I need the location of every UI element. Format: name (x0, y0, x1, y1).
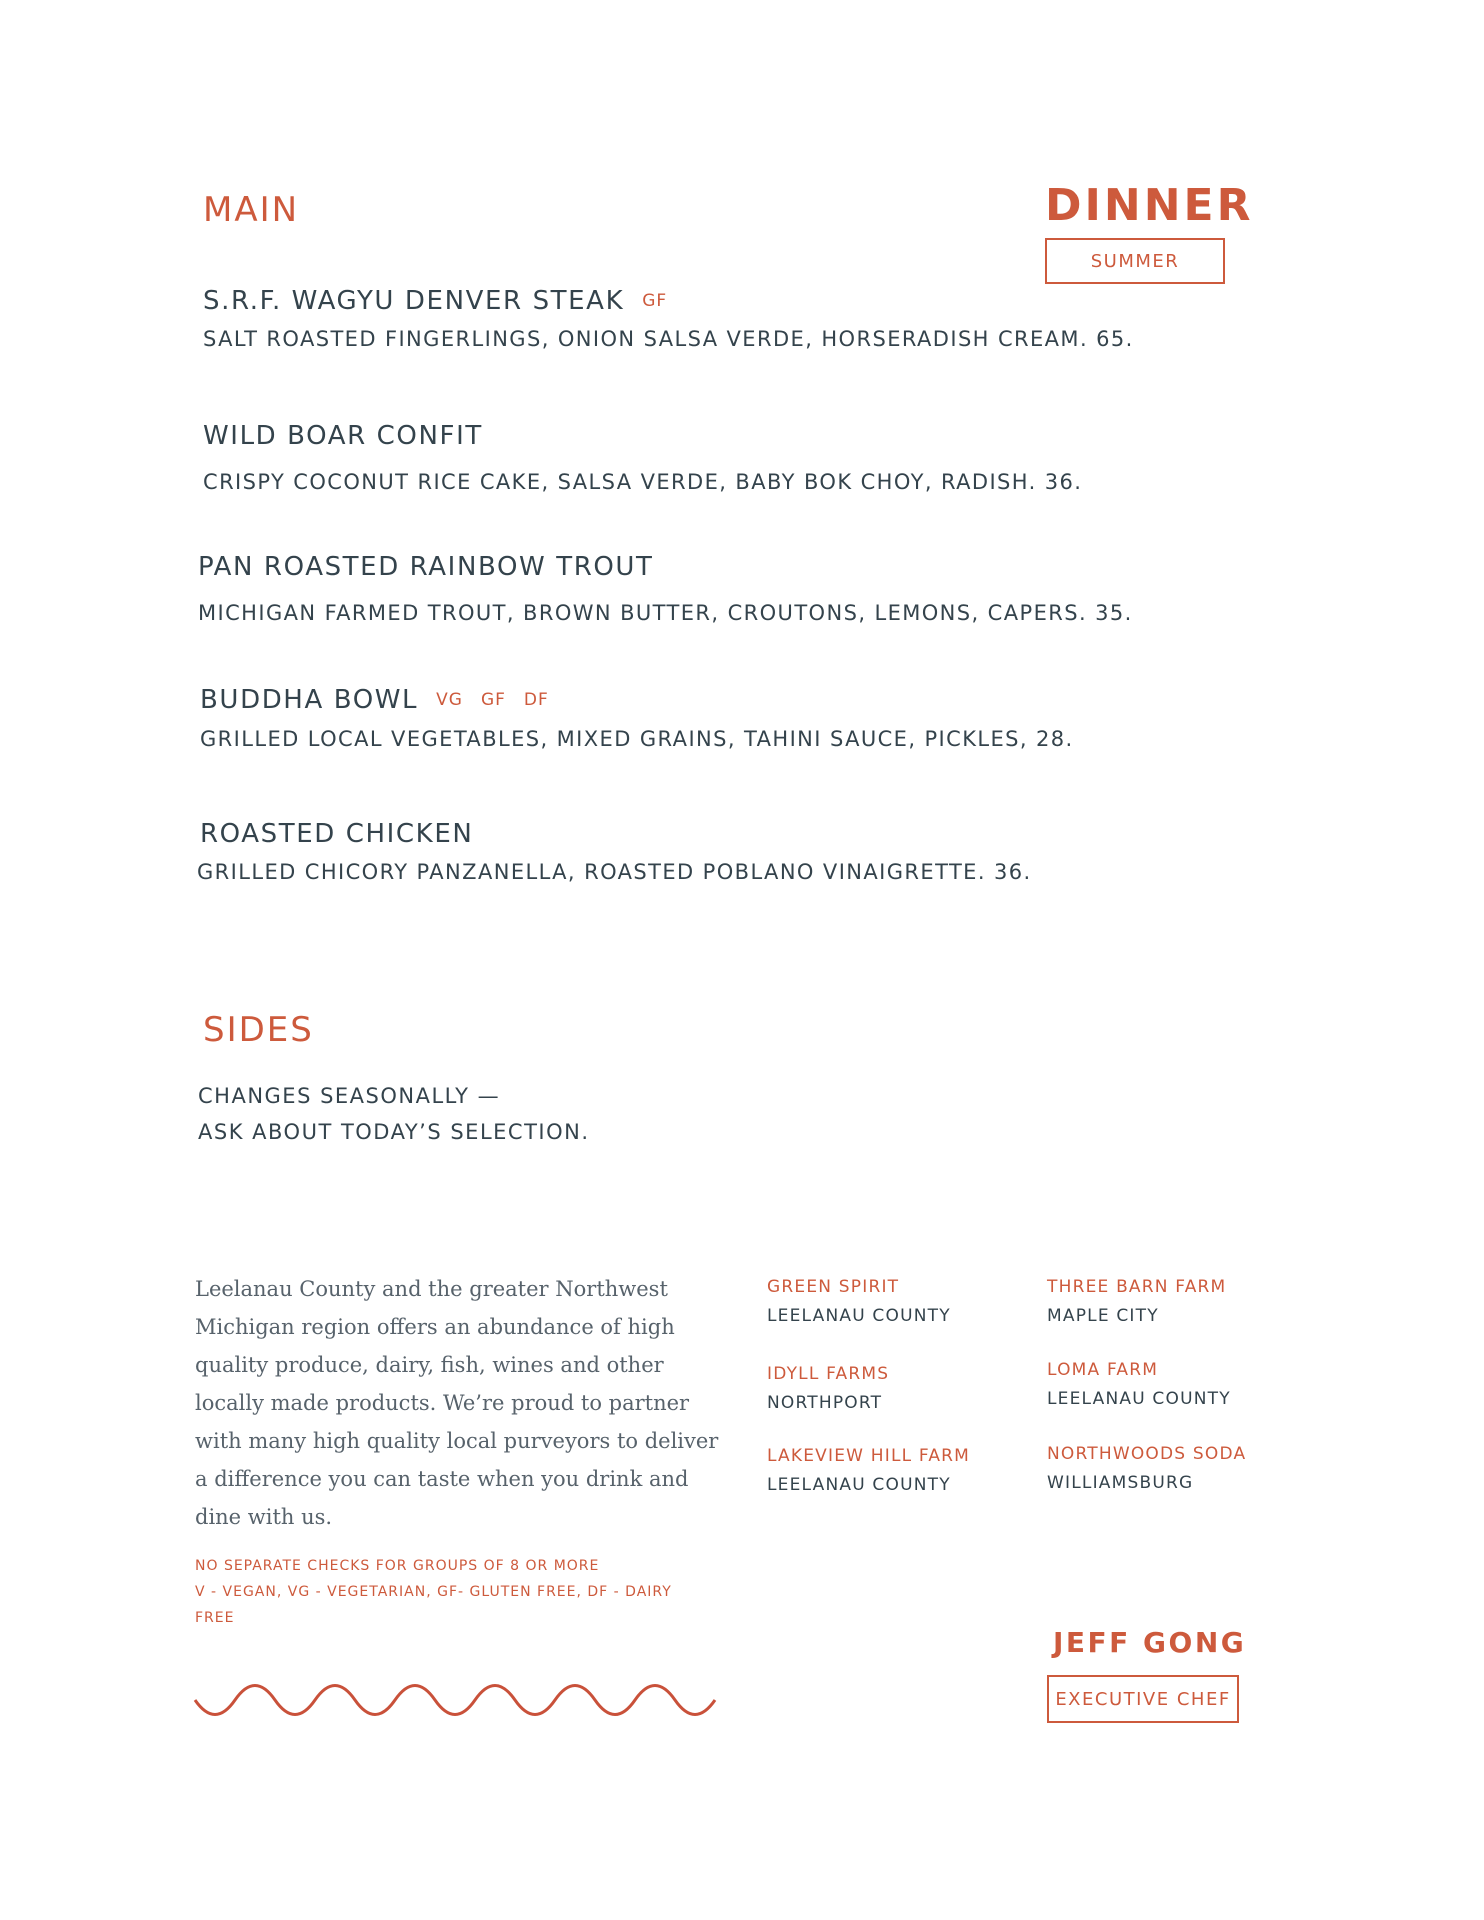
farm-item (767, 1277, 951, 1326)
farm-location: LEELANAU COUNTY (767, 1306, 951, 1326)
dinner-title: DINNER (1045, 180, 1254, 231)
farm-location: MAPLE CITY (1047, 1306, 1159, 1326)
season-badge (1045, 238, 1225, 284)
sides-section-title: SIDES (203, 1010, 314, 1050)
sides-description (198, 1078, 590, 1150)
main-section-title: MAIN (203, 190, 300, 230)
farm-name: NORTHWOODS SODA (1047, 1444, 1247, 1464)
farm-location: WILLIAMSBURG (1047, 1473, 1194, 1493)
dish-description: CRISPY COCONUT RICE CAKE, SALSA VERDE, BABY BOK CHOY, RADISH. 36. (203, 470, 1083, 494)
dish-title: ROASTED CHICKEN (200, 819, 474, 849)
dish-tag: DF (523, 690, 549, 710)
sides-line: CHANGES SEASONALLY — (198, 1084, 501, 1108)
wave-decoration (192, 1675, 724, 1725)
menu-notes (195, 1553, 695, 1631)
dish-name (200, 819, 473, 849)
farm-name: LAKEVIEW HILL FARM (767, 1446, 971, 1466)
chef-name: JEFF GONG (1053, 1626, 1247, 1659)
farm-name: THREE BARN FARM (1047, 1277, 1227, 1297)
dish-tag: VG (436, 690, 463, 710)
farm-location: LEELANAU COUNTY (767, 1475, 951, 1495)
dish-name (203, 286, 667, 316)
farm-name: LOMA FARM (1047, 1360, 1159, 1380)
farm-name: GREEN SPIRIT (767, 1277, 900, 1297)
sides-line: ASK ABOUT TODAY’S SELECTION. (198, 1120, 590, 1144)
about-paragraph: Leelanau County and the greater Northwest Michigan region offers an abundance of high quality produce, dairy, fish, wines and other locally made products. We’re proud to partner with many high quality local purveyors to deliver a difference you can taste when you drink and dine with us. (195, 1277, 719, 1529)
dish-description: GRILLED LOCAL VEGETABLES, MIXED GRAINS, TAHINI SAUCE, PICKLES, 28. (200, 727, 1074, 751)
dish-name (200, 685, 549, 715)
farm-location: NORTHPORT (767, 1393, 883, 1413)
dish-title: BUDDHA BOWL (200, 685, 419, 715)
dish-tag: GF (642, 291, 668, 311)
farm-item (1047, 1444, 1246, 1493)
dish-title: S.R.F. WAGYU DENVER STEAK (203, 286, 625, 316)
dish-title: WILD BOAR CONFIT (203, 421, 483, 451)
notes-line: NO SEPARATE CHECKS FOR GROUPS OF 8 OR MORE (195, 1558, 600, 1574)
dish-description: GRILLED CHICORY PANZANELLA, ROASTED POBLANO VINAIGRETTE. 36. (197, 860, 1032, 884)
farm-item (1047, 1277, 1226, 1326)
farm-name: IDYLL FARMS (767, 1364, 890, 1384)
dish-name (203, 421, 483, 451)
dish-tag: GF (480, 690, 506, 710)
notes-line: V - VEGAN, VG - VEGETARIAN, GF- GLUTEN FREE, DF - DAIRY FREE (195, 1584, 672, 1626)
farm-location: LEELANAU COUNTY (1047, 1389, 1231, 1409)
season-label: SUMMER (1090, 250, 1180, 272)
dish-description: SALT ROASTED FINGERLINGS, ONION SALSA VERDE, HORSERADISH CREAM. 65. (203, 327, 1134, 351)
chef-title: EXECUTIVE CHEF (1055, 1688, 1231, 1710)
farm-item (767, 1446, 970, 1495)
dish-name (198, 552, 654, 582)
chef-title-badge (1047, 1675, 1239, 1723)
farm-item (1047, 1360, 1231, 1409)
farm-item (767, 1364, 889, 1413)
dish-title: PAN ROASTED RAINBOW TROUT (198, 552, 654, 582)
dish-description: MICHIGAN FARMED TROUT, BROWN BUTTER, CROUTONS, LEMONS, CAPERS. 35. (198, 601, 1133, 625)
